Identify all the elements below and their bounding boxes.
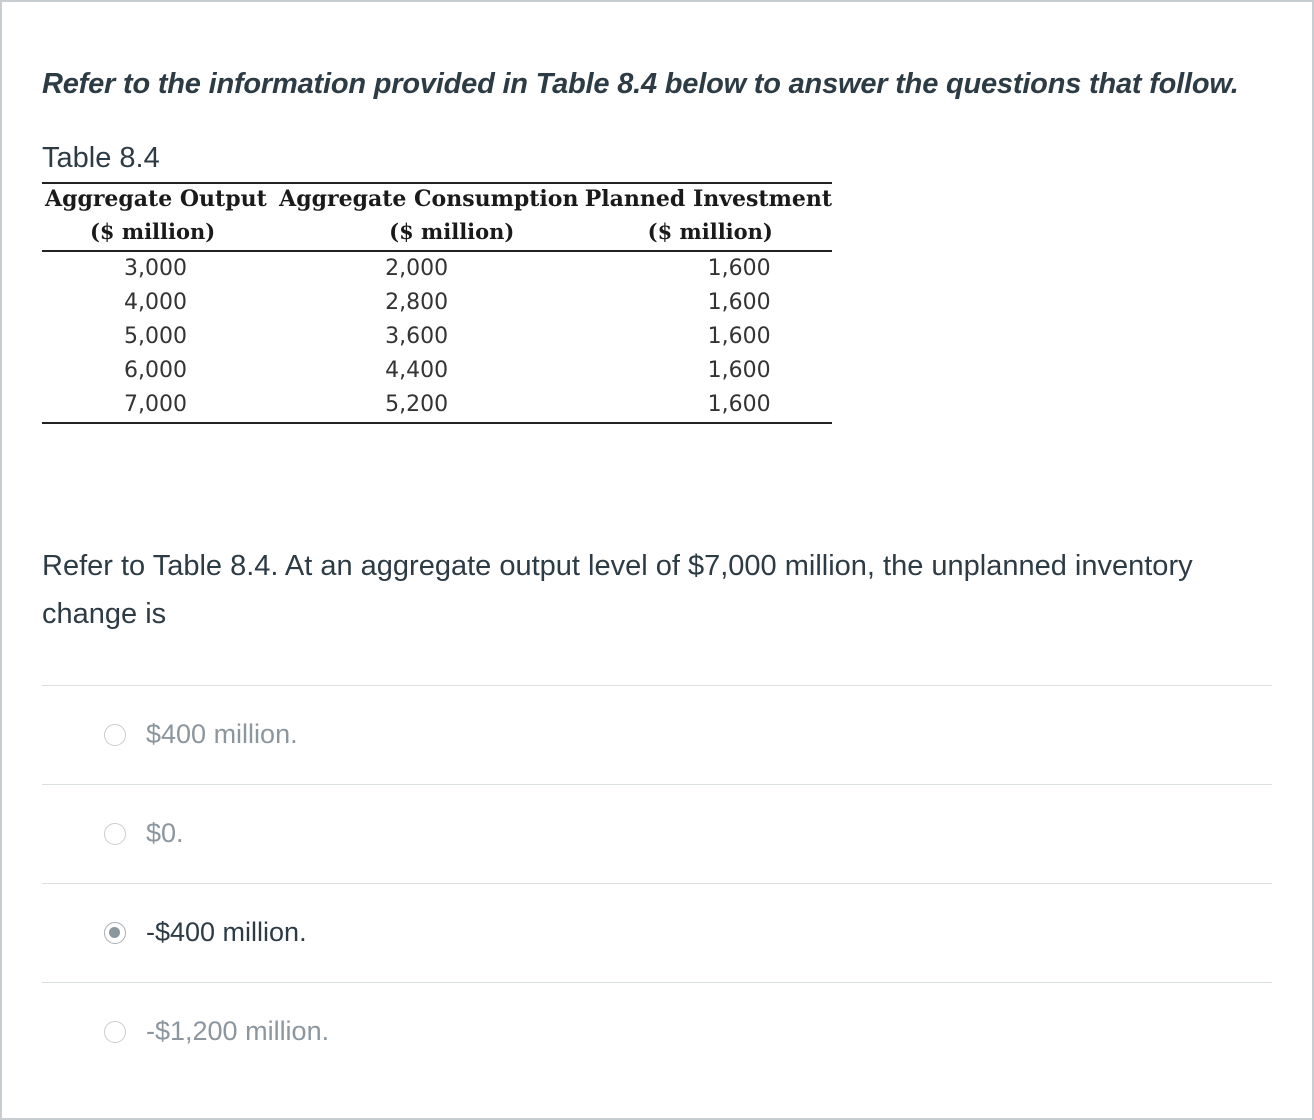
data-table: [42, 182, 832, 424]
column-unit: ($ million): [42, 214, 269, 251]
table-cell: 1,600: [707, 358, 771, 383]
table-units-row: [42, 214, 832, 251]
table-row: [42, 354, 832, 388]
column-header: Aggregate Consumption: [269, 183, 582, 214]
answer-label[interactable]: $0.: [146, 818, 184, 848]
radio-button[interactable]: [104, 823, 126, 845]
answer-option[interactable]: [42, 982, 1272, 1081]
table-cell: 5,200: [269, 388, 582, 423]
answer-option[interactable]: [42, 685, 1272, 784]
table-row: [42, 388, 832, 423]
column-unit: ($ million): [269, 214, 582, 251]
table-cell: 5,000: [124, 324, 187, 349]
table-cell: 1,600: [582, 388, 832, 423]
instruction-text: Refer to the information provided in Table 8.4 below to answer the questions that follow.: [42, 68, 1239, 100]
table-cell: 1,600: [707, 256, 771, 281]
table-cell: 4,400: [385, 358, 449, 383]
table-cell: 3,600: [385, 324, 449, 349]
answer-label[interactable]: -$1,200 million.: [146, 1016, 330, 1046]
table-cell: 6,000: [124, 358, 187, 383]
table-header-row: [42, 183, 832, 214]
table-row: [42, 251, 832, 286]
column-header: Planned Investment: [582, 183, 832, 214]
table-cell: 2,800: [385, 290, 449, 315]
table-cell: 3,000: [124, 256, 187, 281]
table-cell: 2,000: [385, 256, 449, 281]
table-cell: 1,600: [707, 324, 771, 349]
column-header: Aggregate Output: [42, 183, 269, 214]
table-row: [42, 286, 832, 320]
question-text: Refer to Table 8.4. At an aggregate output level of $7,000 million, the unplanned inventory change is: [42, 550, 1193, 630]
table-cell: 4,000: [124, 290, 187, 315]
radio-button[interactable]: [104, 724, 126, 746]
answer-label[interactable]: -$400 million.: [146, 917, 307, 947]
radio-button-selected[interactable]: [104, 922, 126, 944]
column-unit: ($ million): [582, 214, 832, 251]
table-cell: 1,600: [707, 290, 771, 315]
radio-button[interactable]: [104, 1021, 126, 1043]
answer-option[interactable]: [42, 784, 1272, 883]
answer-label[interactable]: $400 million.: [146, 719, 298, 749]
table-row: [42, 320, 832, 354]
answer-list: [42, 685, 1272, 1081]
table-title: Table 8.4: [42, 142, 160, 174]
table-cell: 7,000: [42, 388, 269, 423]
answer-option-selected[interactable]: [42, 883, 1272, 982]
